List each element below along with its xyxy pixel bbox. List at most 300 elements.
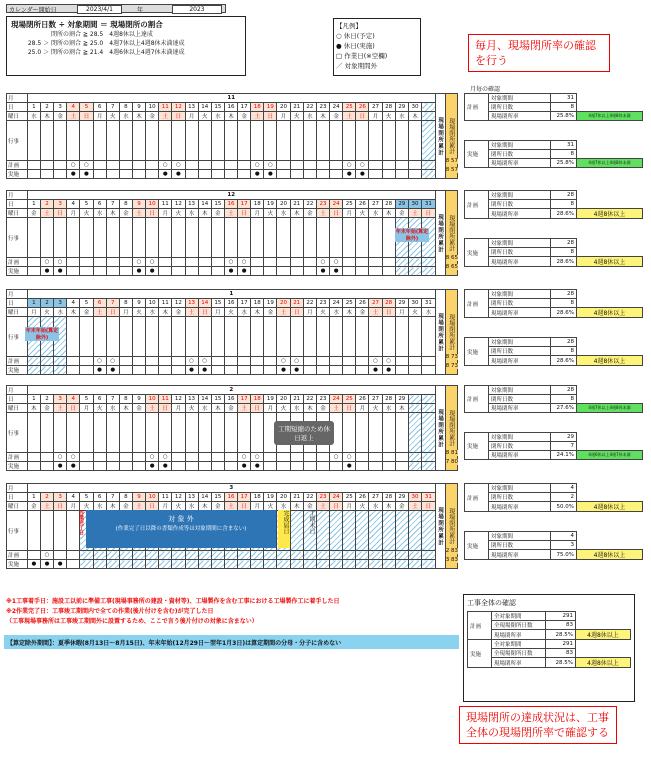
actual-cell[interactable] [54, 170, 67, 179]
actual-cell[interactable] [369, 170, 382, 179]
plan-cell[interactable] [277, 258, 290, 267]
actual-cell[interactable] [27, 462, 40, 471]
plan-cell[interactable] [106, 453, 119, 462]
actual-cell[interactable]: ● [185, 366, 198, 375]
actual-cell[interactable]: ● [146, 267, 159, 276]
actual-cell[interactable] [198, 560, 211, 569]
plan-cell[interactable] [211, 453, 224, 462]
actual-cell[interactable] [395, 560, 408, 569]
plan-cell[interactable] [119, 453, 132, 462]
plan-cell[interactable]: ○ [40, 551, 53, 560]
plan-cell[interactable] [369, 453, 382, 462]
plan-cell[interactable] [93, 453, 106, 462]
actual-cell[interactable] [290, 170, 303, 179]
plan-cell[interactable] [251, 551, 264, 560]
plan-cell[interactable] [382, 161, 395, 170]
plan-cell[interactable]: ○ [40, 258, 53, 267]
actual-cell[interactable] [224, 366, 237, 375]
actual-cell[interactable] [198, 267, 211, 276]
actual-cell[interactable] [106, 560, 119, 569]
actual-cell[interactable] [382, 170, 395, 179]
plan-cell[interactable] [146, 357, 159, 366]
plan-cell[interactable]: ○ [106, 357, 119, 366]
plan-cell[interactable] [106, 551, 119, 560]
actual-cell[interactable] [303, 170, 316, 179]
plan-cell[interactable] [159, 551, 172, 560]
plan-cell[interactable] [251, 357, 264, 366]
plan-cell[interactable] [132, 551, 145, 560]
actual-cell[interactable] [185, 560, 198, 569]
plan-cell[interactable] [277, 161, 290, 170]
actual-cell[interactable] [224, 560, 237, 569]
actual-cell[interactable]: ● [93, 366, 106, 375]
actual-cell[interactable] [132, 560, 145, 569]
actual-cell[interactable]: ● [369, 366, 382, 375]
plan-cell[interactable] [316, 161, 329, 170]
actual-cell[interactable] [356, 267, 369, 276]
actual-cell[interactable]: ● [316, 267, 329, 276]
plan-cell[interactable] [316, 357, 329, 366]
plan-cell[interactable] [395, 161, 408, 170]
actual-cell[interactable]: ● [382, 366, 395, 375]
actual-cell[interactable] [238, 560, 251, 569]
plan-cell[interactable] [146, 551, 159, 560]
year-value[interactable]: 2023 [172, 5, 222, 14]
plan-cell[interactable] [27, 357, 40, 366]
actual-cell[interactable] [132, 170, 145, 179]
plan-cell[interactable] [277, 551, 290, 560]
actual-cell[interactable] [382, 560, 395, 569]
plan-cell[interactable] [27, 551, 40, 560]
plan-cell[interactable] [67, 357, 80, 366]
plan-cell[interactable] [343, 258, 356, 267]
actual-cell[interactable] [422, 267, 436, 276]
plan-cell[interactable] [198, 258, 211, 267]
plan-cell[interactable] [40, 161, 53, 170]
actual-cell[interactable] [185, 267, 198, 276]
actual-cell[interactable] [172, 366, 185, 375]
actual-cell[interactable] [356, 462, 369, 471]
plan-cell[interactable] [224, 357, 237, 366]
actual-cell[interactable] [408, 560, 421, 569]
plan-cell[interactable] [93, 161, 106, 170]
actual-cell[interactable] [395, 462, 408, 471]
plan-cell[interactable]: ○ [67, 453, 80, 462]
start-date[interactable]: 2023/4/1 [77, 5, 122, 14]
plan-cell[interactable]: ○ [316, 258, 329, 267]
plan-cell[interactable] [395, 357, 408, 366]
actual-cell[interactable] [132, 462, 145, 471]
plan-cell[interactable]: ○ [54, 258, 67, 267]
plan-cell[interactable]: ○ [251, 161, 264, 170]
actual-cell[interactable]: ● [330, 267, 343, 276]
actual-cell[interactable]: ● [251, 462, 264, 471]
actual-cell[interactable] [27, 366, 40, 375]
actual-cell[interactable]: ● [224, 267, 237, 276]
plan-cell[interactable] [330, 161, 343, 170]
plan-cell[interactable] [356, 551, 369, 560]
actual-cell[interactable]: ● [356, 170, 369, 179]
plan-cell[interactable] [290, 161, 303, 170]
actual-cell[interactable] [146, 170, 159, 179]
actual-cell[interactable] [119, 366, 132, 375]
plan-cell[interactable] [80, 453, 93, 462]
plan-cell[interactable] [185, 453, 198, 462]
plan-cell[interactable] [40, 357, 53, 366]
actual-cell[interactable] [119, 462, 132, 471]
actual-cell[interactable] [146, 366, 159, 375]
actual-cell[interactable] [185, 462, 198, 471]
plan-cell[interactable] [132, 357, 145, 366]
actual-cell[interactable]: ● [67, 462, 80, 471]
plan-cell[interactable] [382, 258, 395, 267]
actual-cell[interactable] [264, 267, 277, 276]
plan-cell[interactable] [264, 357, 277, 366]
actual-cell[interactable] [330, 560, 343, 569]
plan-cell[interactable] [330, 357, 343, 366]
actual-cell[interactable] [211, 366, 224, 375]
actual-cell[interactable]: ● [343, 462, 356, 471]
plan-cell[interactable] [408, 453, 421, 462]
actual-cell[interactable] [290, 560, 303, 569]
actual-cell[interactable] [290, 267, 303, 276]
plan-cell[interactable] [264, 551, 277, 560]
plan-cell[interactable]: ○ [80, 161, 93, 170]
actual-cell[interactable]: ● [132, 267, 145, 276]
actual-cell[interactable] [277, 267, 290, 276]
actual-cell[interactable] [369, 462, 382, 471]
plan-cell[interactable] [303, 453, 316, 462]
actual-cell[interactable] [264, 560, 277, 569]
actual-cell[interactable]: ● [290, 366, 303, 375]
plan-cell[interactable] [172, 357, 185, 366]
plan-cell[interactable] [303, 551, 316, 560]
actual-cell[interactable] [356, 560, 369, 569]
plan-cell[interactable] [238, 357, 251, 366]
actual-cell[interactable] [277, 170, 290, 179]
actual-cell[interactable] [303, 267, 316, 276]
plan-cell[interactable]: ○ [172, 161, 185, 170]
actual-cell[interactable] [408, 267, 421, 276]
actual-cell[interactable] [382, 462, 395, 471]
actual-cell[interactable] [119, 560, 132, 569]
plan-cell[interactable] [224, 551, 237, 560]
actual-cell[interactable] [395, 267, 408, 276]
plan-cell[interactable]: ○ [159, 453, 172, 462]
actual-cell[interactable] [251, 366, 264, 375]
actual-cell[interactable] [408, 170, 421, 179]
actual-cell[interactable]: ● [172, 170, 185, 179]
plan-cell[interactable]: ○ [67, 161, 80, 170]
plan-cell[interactable] [422, 551, 436, 560]
plan-cell[interactable] [303, 161, 316, 170]
actual-cell[interactable]: ● [40, 560, 53, 569]
actual-cell[interactable] [159, 560, 172, 569]
actual-cell[interactable]: ● [106, 366, 119, 375]
plan-cell[interactable] [185, 551, 198, 560]
plan-cell[interactable]: ○ [185, 357, 198, 366]
plan-cell[interactable] [369, 161, 382, 170]
actual-cell[interactable]: ● [27, 560, 40, 569]
plan-cell[interactable] [80, 357, 93, 366]
actual-cell[interactable] [224, 462, 237, 471]
plan-cell[interactable] [422, 161, 436, 170]
plan-cell[interactable] [316, 453, 329, 462]
actual-cell[interactable] [422, 170, 436, 179]
plan-cell[interactable] [303, 357, 316, 366]
plan-cell[interactable] [119, 258, 132, 267]
plan-cell[interactable] [40, 453, 53, 462]
actual-cell[interactable] [264, 462, 277, 471]
actual-cell[interactable] [106, 170, 119, 179]
actual-cell[interactable]: ● [264, 170, 277, 179]
plan-cell[interactable] [185, 258, 198, 267]
actual-cell[interactable] [277, 560, 290, 569]
plan-cell[interactable] [224, 161, 237, 170]
plan-cell[interactable]: ○ [238, 258, 251, 267]
actual-cell[interactable] [408, 366, 421, 375]
actual-cell[interactable] [238, 170, 251, 179]
plan-cell[interactable]: ○ [93, 357, 106, 366]
plan-cell[interactable] [211, 161, 224, 170]
actual-cell[interactable] [303, 462, 316, 471]
plan-cell[interactable]: ○ [356, 161, 369, 170]
plan-cell[interactable] [382, 551, 395, 560]
actual-cell[interactable] [119, 267, 132, 276]
actual-cell[interactable] [369, 560, 382, 569]
plan-cell[interactable]: ○ [264, 161, 277, 170]
actual-cell[interactable] [238, 366, 251, 375]
actual-cell[interactable] [264, 366, 277, 375]
actual-cell[interactable] [159, 267, 172, 276]
actual-cell[interactable] [408, 462, 421, 471]
plan-cell[interactable] [343, 357, 356, 366]
plan-cell[interactable]: ○ [330, 453, 343, 462]
plan-cell[interactable]: ○ [54, 453, 67, 462]
plan-cell[interactable] [80, 551, 93, 560]
plan-cell[interactable] [369, 258, 382, 267]
plan-cell[interactable] [198, 551, 211, 560]
plan-cell[interactable] [198, 161, 211, 170]
actual-cell[interactable]: ● [146, 462, 159, 471]
plan-cell[interactable]: ○ [132, 258, 145, 267]
actual-cell[interactable] [316, 170, 329, 179]
actual-cell[interactable] [198, 170, 211, 179]
actual-cell[interactable]: ● [238, 462, 251, 471]
plan-cell[interactable] [119, 161, 132, 170]
actual-cell[interactable] [93, 267, 106, 276]
plan-cell[interactable] [422, 357, 436, 366]
plan-cell[interactable]: ○ [382, 357, 395, 366]
actual-cell[interactable] [119, 170, 132, 179]
plan-cell[interactable] [290, 453, 303, 462]
plan-cell[interactable] [80, 258, 93, 267]
actual-cell[interactable]: ● [159, 462, 172, 471]
actual-cell[interactable] [80, 366, 93, 375]
plan-cell[interactable] [119, 357, 132, 366]
actual-cell[interactable] [172, 267, 185, 276]
actual-cell[interactable] [303, 366, 316, 375]
actual-cell[interactable] [369, 267, 382, 276]
plan-cell[interactable] [303, 258, 316, 267]
plan-cell[interactable]: ○ [146, 258, 159, 267]
actual-cell[interactable] [80, 267, 93, 276]
plan-cell[interactable] [369, 551, 382, 560]
actual-cell[interactable] [93, 170, 106, 179]
actual-cell[interactable]: ● [54, 267, 67, 276]
plan-cell[interactable] [119, 551, 132, 560]
actual-cell[interactable] [172, 560, 185, 569]
plan-cell[interactable]: ○ [277, 357, 290, 366]
actual-cell[interactable] [343, 267, 356, 276]
actual-cell[interactable] [40, 462, 53, 471]
actual-cell[interactable] [159, 366, 172, 375]
actual-cell[interactable] [93, 560, 106, 569]
actual-cell[interactable]: ● [54, 560, 67, 569]
actual-cell[interactable] [93, 462, 106, 471]
actual-cell[interactable] [395, 366, 408, 375]
actual-cell[interactable] [211, 170, 224, 179]
actual-cell[interactable]: ● [277, 366, 290, 375]
plan-cell[interactable] [238, 551, 251, 560]
actual-cell[interactable] [422, 462, 436, 471]
plan-cell[interactable] [185, 161, 198, 170]
plan-cell[interactable]: ○ [159, 161, 172, 170]
plan-cell[interactable] [159, 258, 172, 267]
plan-cell[interactable] [54, 161, 67, 170]
plan-cell[interactable] [408, 258, 421, 267]
plan-cell[interactable] [93, 258, 106, 267]
plan-cell[interactable]: ○ [330, 258, 343, 267]
plan-cell[interactable]: ○ [224, 258, 237, 267]
actual-cell[interactable] [67, 267, 80, 276]
plan-cell[interactable] [132, 161, 145, 170]
actual-cell[interactable] [40, 366, 53, 375]
plan-cell[interactable] [264, 453, 277, 462]
actual-cell[interactable] [211, 267, 224, 276]
plan-cell[interactable] [106, 258, 119, 267]
plan-cell[interactable] [54, 551, 67, 560]
plan-cell[interactable]: ○ [238, 453, 251, 462]
actual-cell[interactable] [67, 560, 80, 569]
actual-cell[interactable] [67, 366, 80, 375]
plan-cell[interactable] [106, 161, 119, 170]
actual-cell[interactable] [330, 462, 343, 471]
plan-cell[interactable] [408, 551, 421, 560]
plan-cell[interactable] [343, 551, 356, 560]
actual-cell[interactable] [277, 462, 290, 471]
plan-cell[interactable]: ○ [146, 453, 159, 462]
actual-cell[interactable] [316, 462, 329, 471]
plan-cell[interactable] [238, 161, 251, 170]
actual-cell[interactable] [211, 462, 224, 471]
plan-cell[interactable] [172, 258, 185, 267]
plan-cell[interactable] [290, 258, 303, 267]
actual-cell[interactable] [395, 170, 408, 179]
plan-cell[interactable]: ○ [198, 357, 211, 366]
plan-cell[interactable] [251, 258, 264, 267]
actual-cell[interactable] [27, 170, 40, 179]
actual-cell[interactable] [343, 366, 356, 375]
actual-cell[interactable] [330, 366, 343, 375]
plan-cell[interactable]: ○ [369, 357, 382, 366]
actual-cell[interactable] [132, 366, 145, 375]
plan-cell[interactable] [211, 258, 224, 267]
actual-cell[interactable] [382, 267, 395, 276]
actual-cell[interactable]: ● [159, 170, 172, 179]
plan-cell[interactable] [146, 161, 159, 170]
plan-cell[interactable] [395, 258, 408, 267]
actual-cell[interactable]: ● [251, 170, 264, 179]
actual-cell[interactable] [290, 462, 303, 471]
plan-cell[interactable] [422, 453, 436, 462]
plan-cell[interactable]: ○ [343, 161, 356, 170]
plan-cell[interactable] [27, 258, 40, 267]
plan-cell[interactable] [408, 161, 421, 170]
plan-cell[interactable] [277, 453, 290, 462]
plan-cell[interactable] [264, 258, 277, 267]
plan-cell[interactable] [211, 357, 224, 366]
plan-cell[interactable]: ○ [343, 453, 356, 462]
plan-cell[interactable] [27, 453, 40, 462]
plan-cell[interactable] [422, 258, 436, 267]
actual-cell[interactable] [356, 366, 369, 375]
actual-cell[interactable] [185, 170, 198, 179]
actual-cell[interactable] [422, 366, 436, 375]
plan-cell[interactable] [382, 453, 395, 462]
actual-cell[interactable]: ● [80, 170, 93, 179]
actual-cell[interactable] [224, 170, 237, 179]
plan-cell[interactable] [67, 551, 80, 560]
plan-cell[interactable] [356, 453, 369, 462]
actual-cell[interactable] [316, 560, 329, 569]
actual-cell[interactable] [106, 462, 119, 471]
actual-cell[interactable] [40, 170, 53, 179]
actual-cell[interactable] [172, 462, 185, 471]
actual-cell[interactable] [106, 267, 119, 276]
plan-cell[interactable] [330, 551, 343, 560]
actual-cell[interactable] [251, 267, 264, 276]
plan-cell[interactable] [132, 453, 145, 462]
plan-cell[interactable] [159, 357, 172, 366]
actual-cell[interactable] [422, 560, 436, 569]
actual-cell[interactable] [146, 560, 159, 569]
plan-cell[interactable] [172, 551, 185, 560]
plan-cell[interactable] [198, 453, 211, 462]
plan-cell[interactable] [27, 161, 40, 170]
actual-cell[interactable] [27, 267, 40, 276]
actual-cell[interactable] [54, 366, 67, 375]
actual-cell[interactable] [198, 462, 211, 471]
actual-cell[interactable] [316, 366, 329, 375]
actual-cell[interactable]: ● [54, 462, 67, 471]
plan-cell[interactable] [395, 551, 408, 560]
actual-cell[interactable] [330, 170, 343, 179]
plan-cell[interactable] [93, 551, 106, 560]
actual-cell[interactable]: ● [343, 170, 356, 179]
actual-cell[interactable] [80, 560, 93, 569]
actual-cell[interactable]: ● [198, 366, 211, 375]
plan-cell[interactable]: ○ [290, 357, 303, 366]
actual-cell[interactable]: ● [40, 267, 53, 276]
plan-cell[interactable] [395, 453, 408, 462]
plan-cell[interactable] [316, 551, 329, 560]
plan-cell[interactable] [224, 453, 237, 462]
plan-cell[interactable] [211, 551, 224, 560]
plan-cell[interactable] [290, 551, 303, 560]
actual-cell[interactable] [251, 560, 264, 569]
actual-cell[interactable]: ● [67, 170, 80, 179]
